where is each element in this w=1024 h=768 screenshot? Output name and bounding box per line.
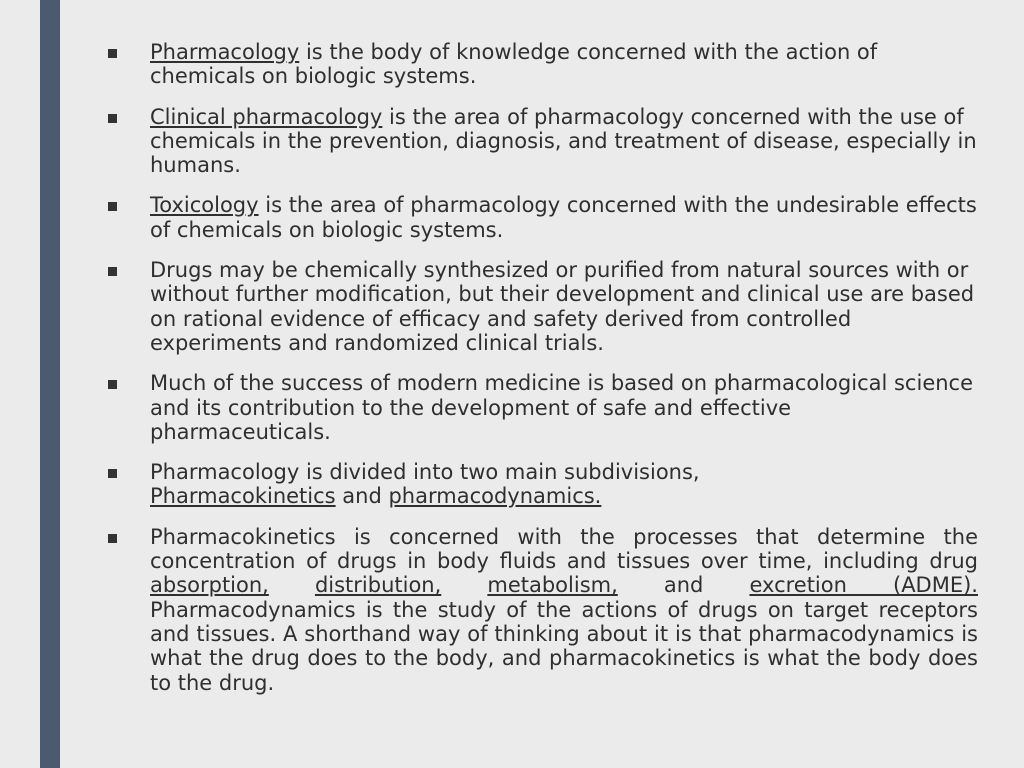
square-bullet-icon: [108, 114, 117, 123]
bullet-list: [108, 40, 978, 695]
paragraph-text: Pharmacodynamics is the study of the actions of drugs on target receptors and tissues. A shorthand way of thinking about it is that pharmacodynamics is what the drug does to the body, and pharmacokinetics is what the body does to the drug.: [150, 597, 978, 695]
list-item-pharmacology: [108, 40, 978, 89]
joiner-text: and: [335, 484, 389, 509]
paragraph-text: Pharmacokinetics is concerned with the processes that determine the concentration of drugs in body fluids and tissues over time, including drug: [150, 524, 978, 574]
square-bullet-icon: [108, 202, 117, 211]
term-toxicology: Toxicology: [150, 193, 259, 218]
term-pharmacodynamics: pharmacodynamics.: [388, 484, 602, 509]
paragraph-text: Pharmacology is divided into two main subdivisions,: [150, 460, 700, 485]
term-excretion: excretion (ADME).: [749, 573, 978, 598]
term-absorption: absorption,: [150, 573, 269, 598]
term-metabolism: metabolism,: [487, 573, 618, 598]
definition-text: is the area of pharmacology concerned with the use of chemicals in the prevention, diagnosis, and treatment of disease, especially in humans.: [150, 104, 977, 178]
square-bullet-icon: [108, 49, 117, 58]
paragraph-text: Drugs may be chemically synthesized or purified from natural sources with or without further modification, but their development and clinical use are based on rational evidence of efficacy and safety derived from controlled experiments and randomized clinical trials.: [150, 258, 975, 355]
term-clinical-pharmacology: Clinical pharmacology: [150, 104, 383, 129]
term-distribution: distribution,: [314, 573, 442, 598]
list-item-subdivisions: [108, 460, 978, 509]
term-pharmacokinetics: Pharmacokinetics: [150, 484, 336, 509]
term-pharmacology: Pharmacology: [150, 40, 300, 64]
square-bullet-icon: [108, 267, 117, 276]
definition-text: is the body of knowledge concerned with the action of chemicals on biologic systems.: [150, 40, 878, 89]
list-item-toxicology: [108, 193, 978, 242]
joiner-text: and: [617, 573, 750, 598]
list-item-drugs: [108, 258, 978, 355]
square-bullet-icon: [108, 469, 117, 478]
square-bullet-icon: [108, 380, 117, 389]
square-bullet-icon: [108, 534, 117, 543]
left-accent-bar: [40, 0, 60, 768]
definition-text: is the area of pharmacology concerned with the undesirable effects of chemicals on biologic systems.: [150, 193, 977, 242]
slide-content: [108, 40, 978, 711]
paragraph-text: Much of the success of modern medicine is based on pharmacological science and its contribution to the development of safe and effective pharmaceuticals.: [150, 371, 974, 444]
list-item-pharmacokinetics: [108, 525, 978, 695]
list-item-clinical-pharmacology: [108, 105, 978, 178]
list-item-modern-medicine: [108, 371, 978, 444]
